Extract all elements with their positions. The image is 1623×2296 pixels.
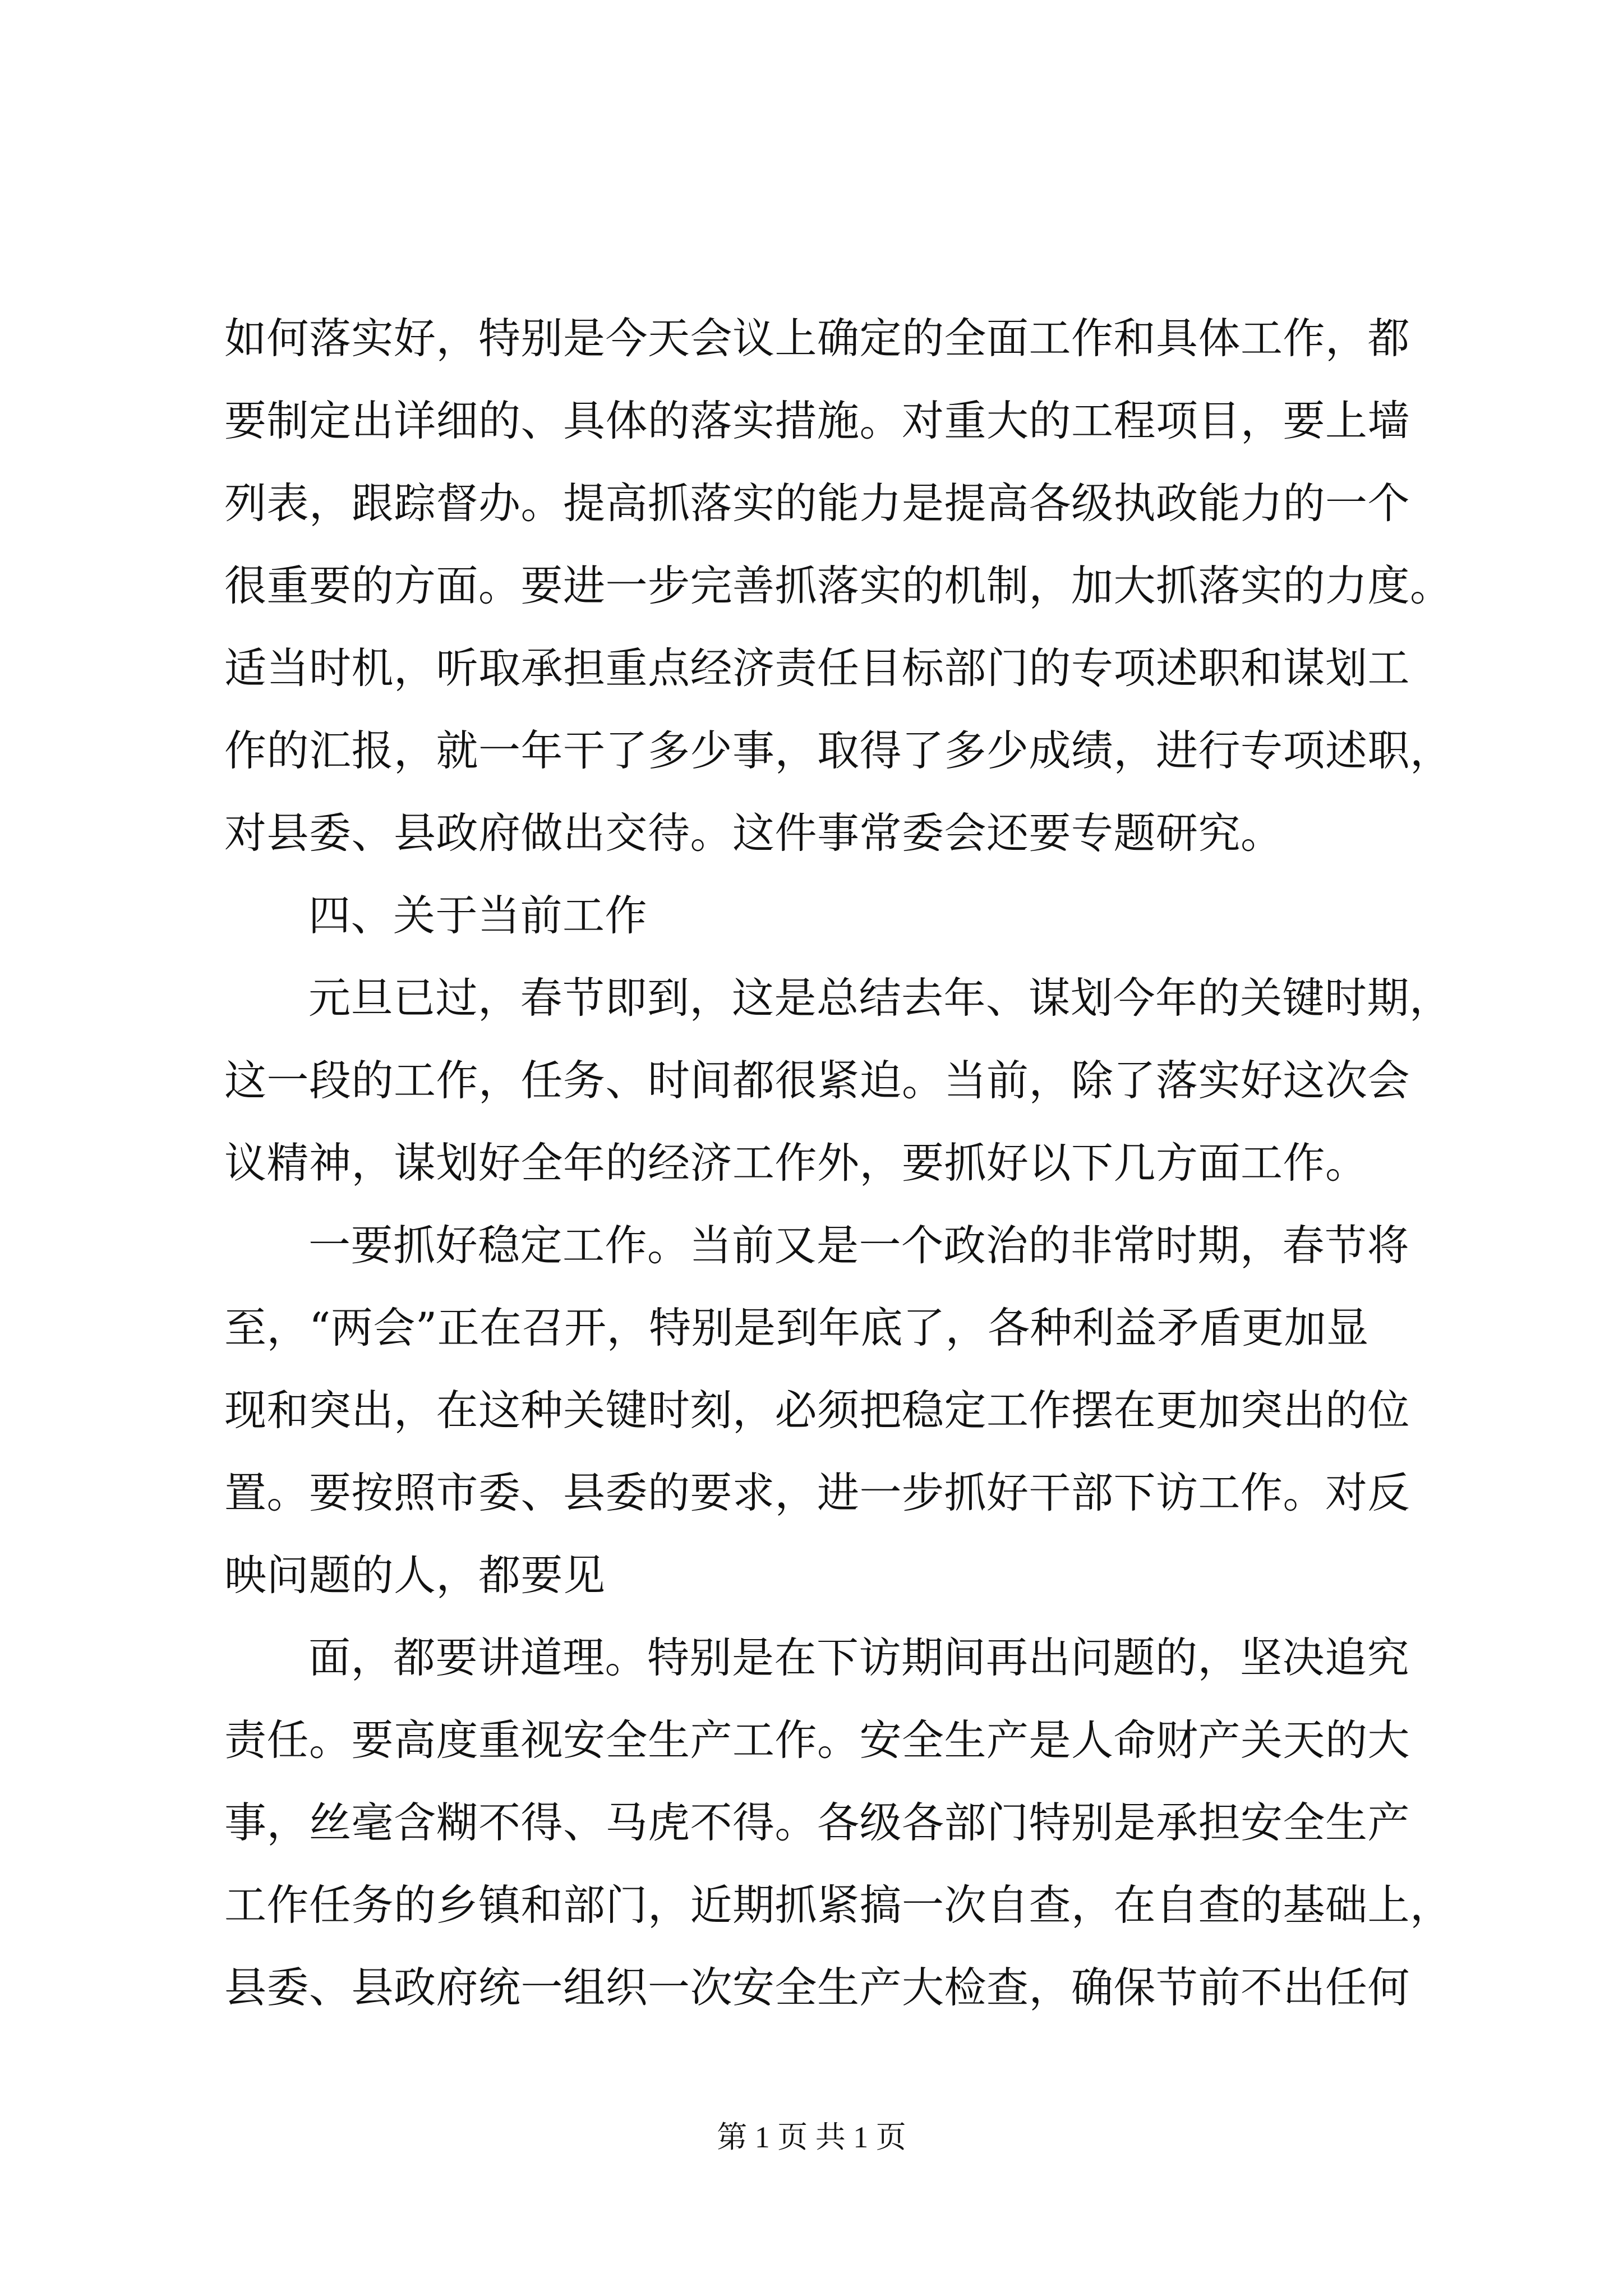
text-line: 事，丝毫含糊不得、马虎不得。各级各部门特别是承担安全生产 — [224, 1798, 1410, 1847]
text-line: 作的汇报，就一年干了多少事，取得了多少成绩，进行专项述职， — [224, 726, 1453, 775]
text-line: 一要抓好稳定工作。当前又是一个政治的非常时期，春节将 — [308, 1221, 1410, 1270]
text-line: 面，都要讲道理。特别是在下访期间再出问题的，坚决追究 — [308, 1633, 1410, 1682]
text-line: 元旦已过，春节即到，这是总结去年、谋划今年的关键时期， — [308, 973, 1452, 1023]
text-line: 如何落实好，特别是今天会议上确定的全面工作和具体工作，都 — [224, 314, 1410, 363]
text-line: 要制定出详细的、具体的落实措施。对重大的工程项目，要上墙 — [224, 396, 1410, 445]
text-line: 适当时机，听取承担重点经济责任目标部门的专项述职和谋划工 — [224, 643, 1410, 693]
text-line: 这一段的工作，任务、时间都很紧迫。当前，除了落实好这次会 — [224, 1056, 1410, 1105]
section-heading: 四、关于当前工作 — [308, 891, 648, 940]
text-line: 映问题的人，都要见 — [224, 1550, 606, 1600]
text-line: 议精神，谋划好全年的经济工作外，要抓好以下几方面工作。 — [224, 1138, 1368, 1188]
text-line: 至，“两会”正在召开，特别是到年底了，各种利益矛盾更加显 — [224, 1303, 1369, 1352]
text-line: 现和突出，在这种关键时刻，必须把稳定工作摆在更加突出的位 — [224, 1386, 1410, 1435]
text-line: 对县委、县政府做出交待。这件事常委会还要专题研究。 — [224, 808, 1283, 858]
text-line: 很重要的方面。要进一步完善抓落实的机制，加大抓落实的力度。 — [224, 561, 1453, 610]
text-line: 责任。要高度重视安全生产工作。安全生产是人命财产关天的大 — [224, 1715, 1410, 1765]
page-footer: 第 1 页 共 1 页 — [717, 2120, 906, 2154]
text-line: 列表，跟踪督办。提高抓落实的能力是提高各级执政能力的一个 — [224, 478, 1410, 528]
text-line: 置。要按照市委、县委的要求，进一步抓好干部下访工作。对反 — [224, 1468, 1410, 1517]
text-line: 县委、县政府统一组织一次安全生产大检查，确保节前不出任何 — [224, 1963, 1410, 2012]
text-line: 工作任务的乡镇和部门，近期抓紧搞一次自查，在自查的基础上， — [224, 1880, 1453, 1930]
